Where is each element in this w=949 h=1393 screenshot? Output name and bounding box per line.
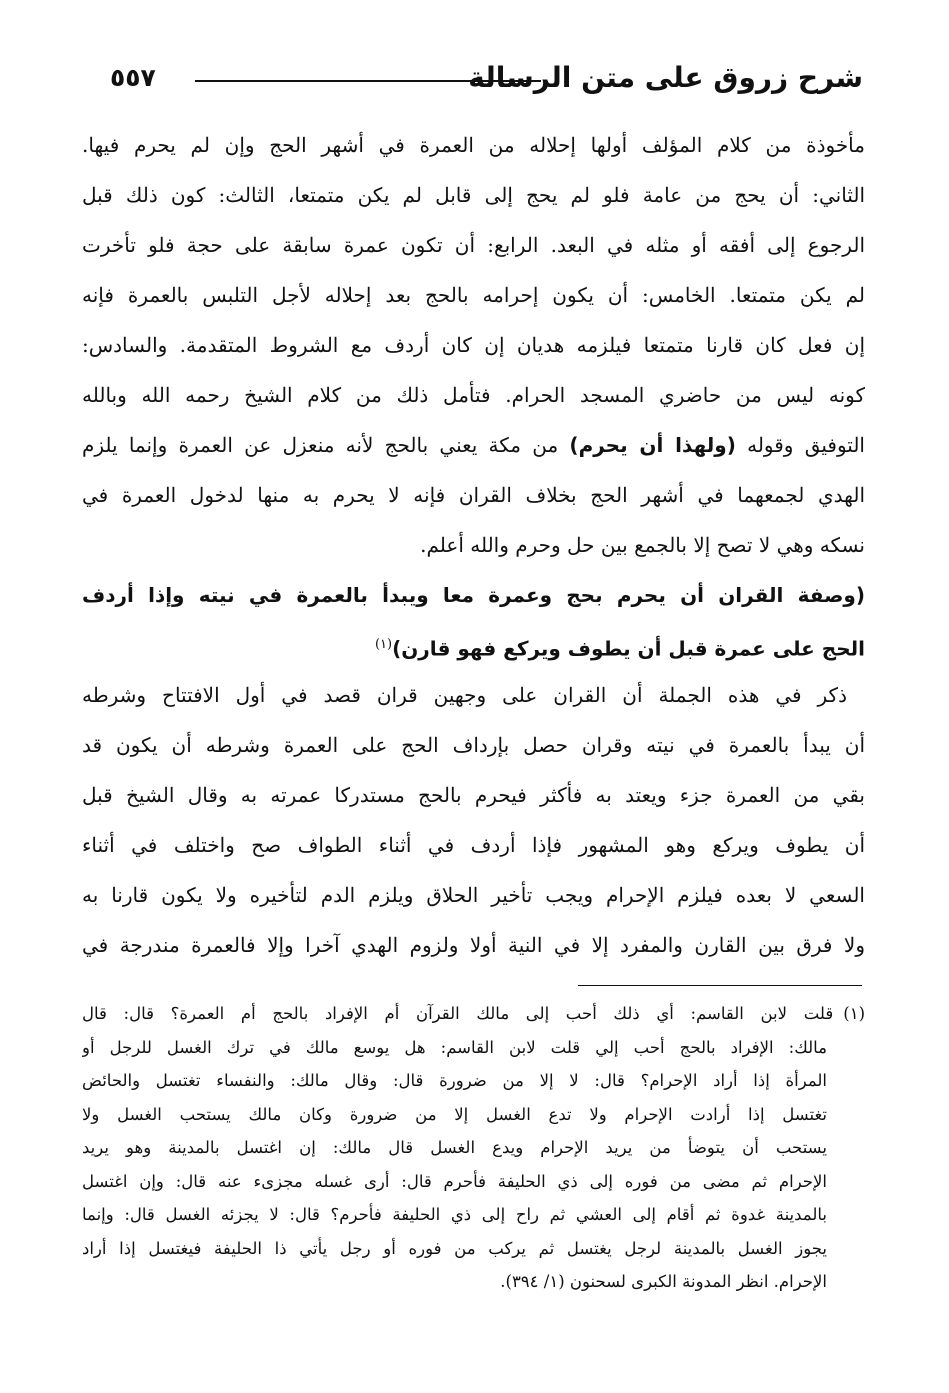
footnote-reference: (١) — [374, 637, 393, 652]
footnote-text: قلت لابن القاسم: أي ذلك أحب إلى مالك القرآن أم الإفراد بالحج أم العمرة؟ قال: قال — [82, 1004, 834, 1023]
footnotes — [82, 997, 865, 1299]
text-line: نسكه وهي لا تصح إلا بالجمع بين حل وحرم والله أعلم. — [420, 533, 865, 557]
running-title: شرح زروق على متن الرسالة — [468, 61, 863, 94]
text-segment: من مكة يعني بالحج لأنه منعزل عن العمرة وإنما يلزم — [82, 433, 570, 457]
footnote-line: تغتسل إذا أرادت الإحرام ولا تدع الغسل إلا من ضرورة وكان مالك يستحب الغسل ولا — [82, 1104, 827, 1124]
header-rule — [195, 80, 541, 82]
text-line: ذكر في هذه الجملة أن القران على وجهين قران قصد في أول الافتتاح وشرطه — [82, 683, 847, 707]
page-number: ٥٥٧ — [110, 63, 156, 92]
quoted-matn: (ولهذا أن يحرم) — [569, 433, 736, 457]
matn-heading-line — [82, 620, 865, 670]
text-line: إن فعل كان قارنا متمتعا فيلزمه هديان إن كان أردف مع الشروط المتقدمة. والسادس: — [82, 333, 865, 357]
text-line: مأخوذة من كلام المؤلف أولها إحلاله من العمرة في أشهر الحج وإن لم يحرم فيها. — [82, 133, 865, 157]
main-text — [82, 120, 865, 970]
footnote-line: بالمدينة غدوة ثم أقام إلى العشي ثم راح إلى ذي الحليفة فأحرم؟ قال: لا يجزئه الغسل قال: وإنما — [82, 1205, 827, 1224]
matn-heading-line: (وصفة القران أن يحرم بحج وعمرة معا ويبدأ بالعمرة في نيته وإذا أردف — [82, 583, 865, 607]
text-line: كونه ليس من حاضري المسجد الحرام. فتأمل ذلك من كلام الشيخ رحمه الله وبالله — [82, 383, 865, 407]
footnote-line: الإحرام. انظر المدونة الكبرى لسحنون (١/ ٣٩٤). — [500, 1272, 827, 1291]
footnote-separator — [578, 985, 862, 986]
text-line: الهدي لجمعهما في أشهر الحج بخلاف القران فإنه لا يحرم به منها لدخول العمرة في — [82, 483, 865, 507]
text-line: ولا فرق بين القارن والمفرد إلا في النية أولا ولزوم الهدي آخرا وإلا فالعمرة مندرجة في — [82, 933, 865, 957]
footnote-line: يجوز الغسل بالمدينة لرجل يغتسل ثم يركب من فوره أو رجل يأتي ذا الحليفة فيغتسل إذا أراد — [82, 1238, 827, 1258]
text-line: الثاني: أن يحج من عامة فلو لم يحج إلى قابل لم يكن متمتعا، الثالث: كون ذلك قبل — [82, 183, 865, 207]
text-line: بقي من العمرة جزء ويعتد به فأكثر فيحرم بالحج مستدركا عمرته به وقال الشيخ قبل — [82, 783, 865, 807]
text-line: أن يطوف ويركع وهو المشهور فإذا أردف في أثناء الطواف صح واختلف في أثناء — [82, 833, 865, 857]
matn-heading-text: الحج على عمرة قبل أن يطوف ويركع فهو قارن) — [392, 636, 865, 661]
page-header — [110, 52, 863, 104]
text-line: لم يكن متمتعا. الخامس: أن يكون إحرامه بالحج بعد إحلاله لأجل التلبس بالعمرة فإنه — [82, 283, 865, 307]
text-line: السعي لا بعده فيلزم الإحرام ويجب تأخير الحلاق ويلزم الدم لتأخيره ولا يكون قارنا به — [82, 883, 865, 907]
footnote-line — [82, 997, 865, 1031]
text-line: الرجوع إلى أفقه أو مثله في البعد. الرابع: أن تكون عمرة سابقة على حجة فلو تأخرت — [82, 233, 865, 257]
footnote-line: يستحب أن يتوضأ من يريد الإحرام ويدع الغسل قال مالك: إن اغتسل بالمدينة وهو يريد — [82, 1138, 827, 1157]
footnote-marker: (١) — [843, 1004, 865, 1023]
footnote-line: الإحرام ثم مضى من فوره إلى ذي الحليفة فأحرم قال: أرى غسله مجزىء عنه قال: وإن اغتسل — [82, 1171, 827, 1191]
footnote-line: المرأة إذا أراد الإحرام؟ قال: لا إلا من ضرورة قال: وقال مالك: والنفساء تغتسل والحائض — [82, 1071, 827, 1090]
footnote-line: مالك: الإفراد بالحج أحب إلي قلت لابن القاسم: هل يوسع مالك في ترك الغسل للرجل أو — [82, 1037, 827, 1057]
text-line: أن يبدأ بالعمرة في نيته وقران حصل بإرداف الحج على العمرة وشرطه أن يكون قد — [82, 733, 865, 757]
text-line — [82, 420, 865, 470]
text-segment: التوفيق وقوله — [735, 433, 865, 457]
